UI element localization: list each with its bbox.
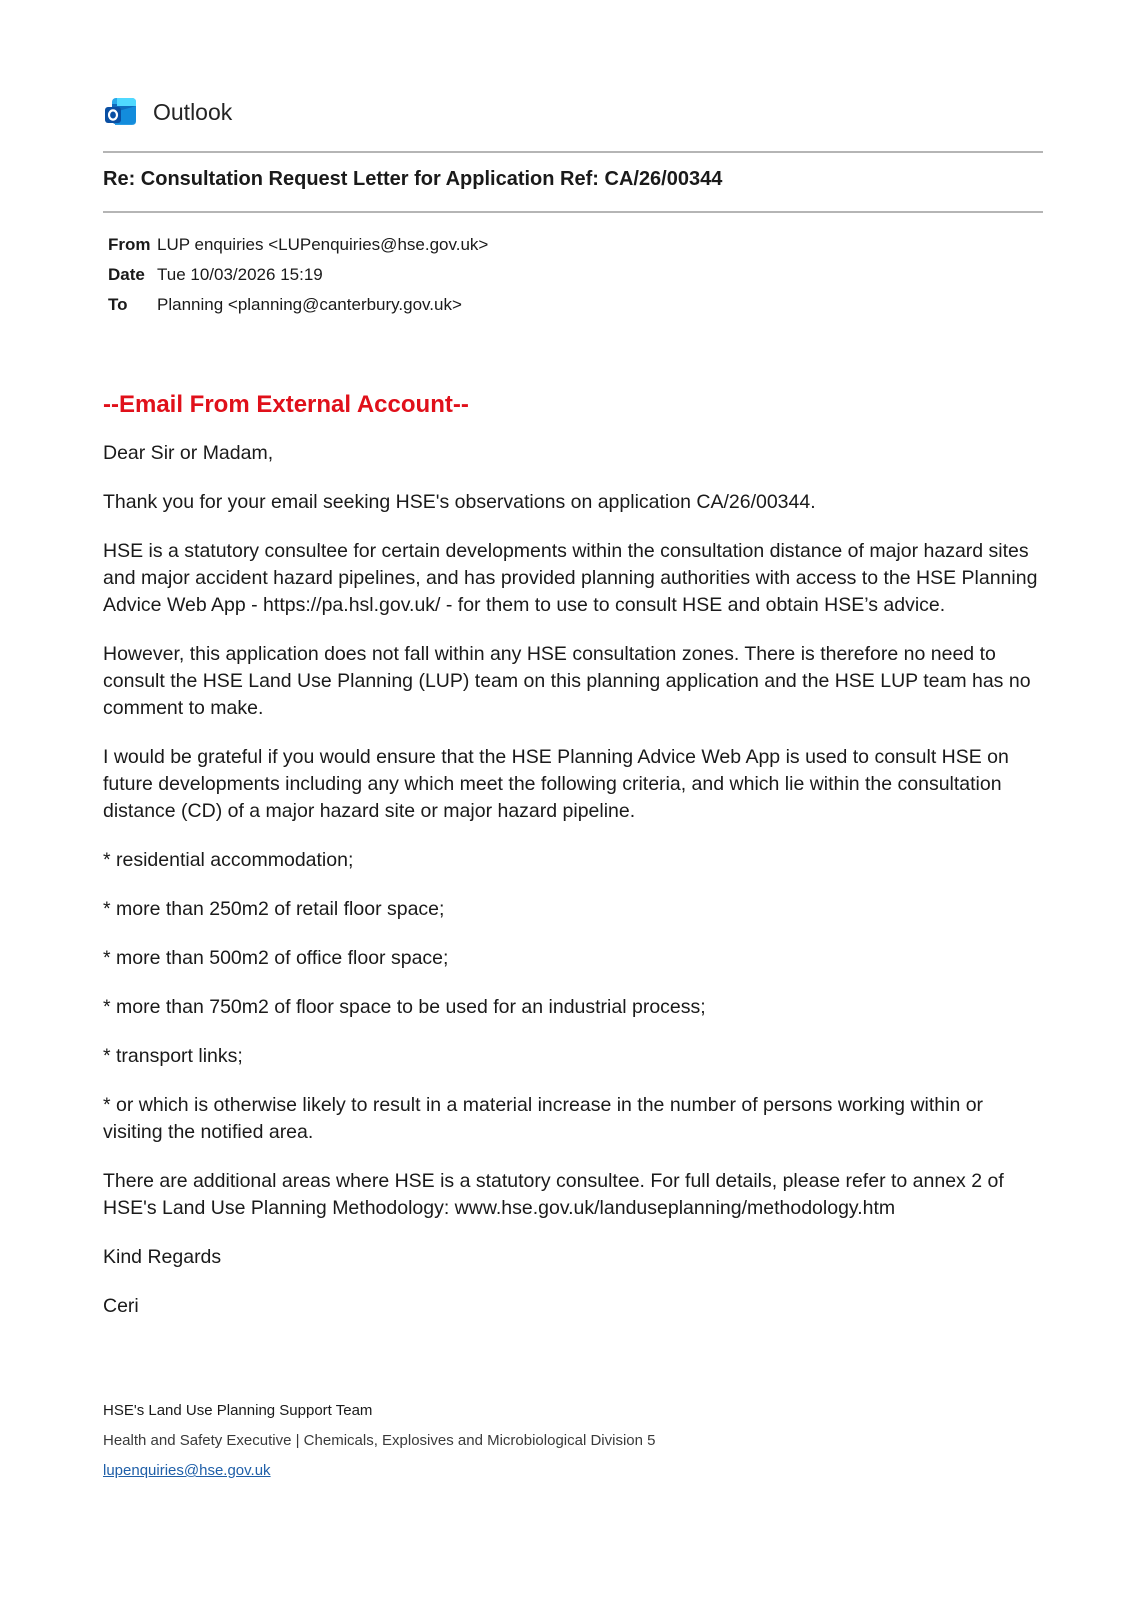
date-row — [108, 260, 488, 290]
header-divider-bottom — [103, 211, 1043, 213]
sign-off: Kind Regards — [103, 1246, 222, 1268]
criteria-item: * more than 500m2 of office floor space; — [103, 947, 449, 969]
to-label: To — [108, 295, 128, 314]
criteria-item: * or which is otherwise likely to result in a material increase in the number of persons working within or visiting the notified area. — [103, 1094, 984, 1143]
criteria-item: * transport links; — [103, 1045, 243, 1067]
criteria-item: * more than 250m2 of retail floor space; — [103, 898, 445, 920]
to-value: Planning <planning@canterbury.gov.uk> — [157, 295, 462, 314]
email-body — [103, 390, 1043, 1342]
header-divider-top — [103, 151, 1043, 153]
email-signature — [103, 1396, 656, 1486]
email-subject: Re: Consultation Request Letter for Application Ref: CA/26/00344 — [103, 168, 723, 190]
to-row — [108, 290, 488, 320]
greeting: Dear Sir or Madam, — [103, 442, 274, 464]
from-value: LUP enquiries <LUPenquiries@hse.gov.uk> — [157, 235, 489, 254]
from-row — [108, 230, 488, 260]
body-paragraph: There are additional areas where HSE is a statutory consultee. For full details, please refer to annex 2 of HSE's Land Use Planning Methodology: www.hse.gov.uk/landuseplanning/methodology.htm — [103, 1170, 1004, 1219]
criteria-item: * residential accommodation; — [103, 849, 354, 871]
body-paragraph: However, this application does not fall within any HSE consultation zones. There is therefore no need to consult the HSE Land Use Planning (LUP) team on this planning application and the HSE LUP team has no comment to make. — [103, 643, 1031, 719]
app-name: Outlook — [153, 98, 233, 125]
body-paragraph: I would be grateful if you would ensure that the HSE Planning Advice Web App is used to consult HSE on future developments including any which meet the following criteria, and which lie within the consultation distance (CD) of a major hazard site or major hazard pipeline. — [103, 746, 1009, 822]
sender-name: Ceri — [103, 1295, 139, 1317]
criteria-item: * more than 750m2 of floor space to be used for an industrial process; — [103, 996, 706, 1018]
date-value: Tue 10/03/2026 15:19 — [157, 265, 323, 284]
outlook-logo-icon — [103, 94, 139, 130]
app-header — [103, 92, 232, 132]
signature-division: Health and Safety Executive | Chemicals, Explosives and Microbiological Division 5 — [103, 1432, 656, 1449]
body-paragraph: Thank you for your email seeking HSE's observations on application CA/26/00344. — [103, 491, 816, 513]
external-account-warning: --Email From External Account-- — [103, 391, 469, 418]
body-paragraph: HSE is a statutory consultee for certain developments within the consultation distance of major hazard sites and major accident hazard pipelines, and has provided planning authorities with access to the HSE Planning Advice Web App - https://pa.hsl.gov.uk/ - for them to use to consult HSE and obtain HSE’s advice. — [103, 540, 1038, 616]
from-label: From — [108, 235, 151, 254]
signature-email-link[interactable]: lupenquiries@hse.gov.uk — [103, 1462, 271, 1479]
date-label: Date — [108, 265, 145, 284]
signature-team: HSE's Land Use Planning Support Team — [103, 1402, 373, 1419]
email-meta — [108, 230, 488, 320]
